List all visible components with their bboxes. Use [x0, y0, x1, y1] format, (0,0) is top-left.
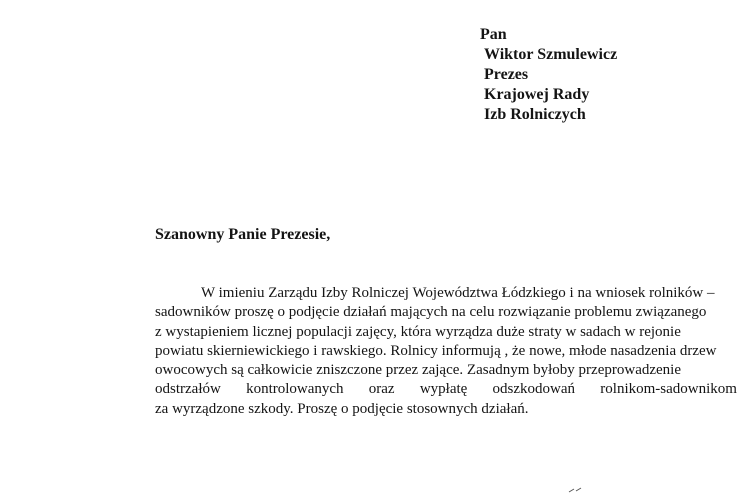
salutation: Szanowny Panie Prezesie, — [155, 226, 331, 243]
body-word: oraz — [368, 381, 395, 398]
body-word: wypłatę — [419, 381, 468, 398]
recipient-name: Wiktor Szmulewicz — [484, 46, 618, 63]
body-line: W imieniu Zarządu Izby Rolniczej Województwa Łódzkiego i na wniosek rolników – — [201, 285, 715, 301]
body-line-justified — [155, 380, 737, 399]
recipient-organization-line-2: Izb Rolniczych — [484, 106, 586, 123]
recipient-organization-line-1: Krajowej Rady — [484, 86, 590, 103]
body-word: odszkodowań — [492, 381, 576, 398]
body-line: sadowników proszę o podjęcie działań mających na celu rozwiązanie problemu związanego — [155, 304, 707, 321]
letter-body — [155, 284, 737, 419]
recipient-address — [480, 25, 617, 125]
body-line: owocowych są całkowicie zniszczone przez zające. Zasadnym byłoby przeprowadzenie — [155, 362, 681, 379]
body-line: powiatu skierniewickiego i rawskiego. Rolnicy informują , że nowe, młode nasadzenia drzew — [155, 342, 717, 359]
body-line: z wystapieniem licznej populacji zajęcy, która wyrządza duże straty w sadach w rejonie — [155, 323, 681, 340]
recipient-position: Prezes — [484, 66, 529, 83]
body-word: odstrzałów — [155, 381, 221, 398]
body-word: rolnikom-sadownikom — [600, 381, 737, 398]
body-line: za wyrządzone szkody. Proszę o podjęcie stosownych działań. — [155, 400, 529, 417]
recipient-title: Pan — [480, 26, 507, 43]
pen-mark — [568, 487, 582, 493]
body-word: kontrolowanych — [246, 381, 344, 398]
